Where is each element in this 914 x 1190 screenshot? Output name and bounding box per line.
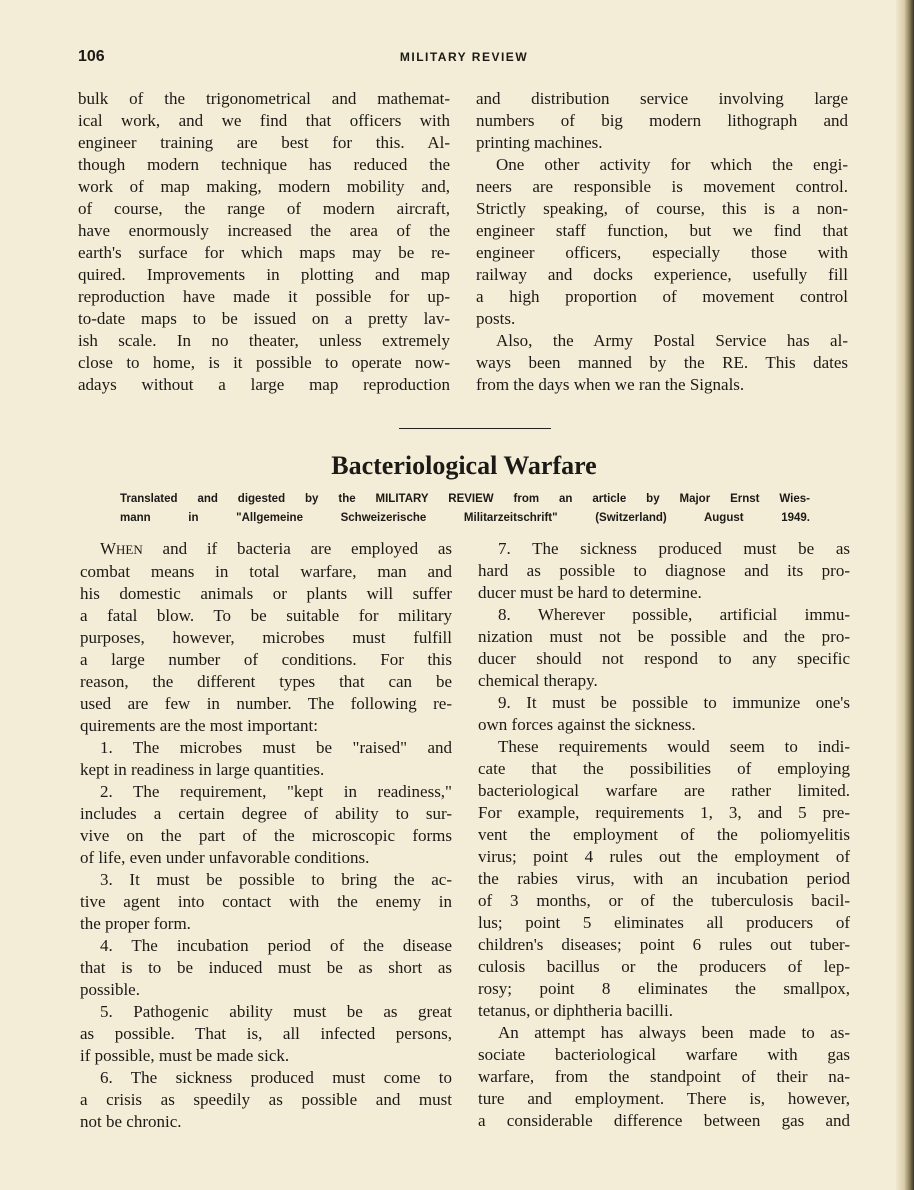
text-line: Also, the Army Postal Service has al-: [496, 331, 848, 350]
text-line: and distribution service involving large: [476, 89, 848, 108]
text-line: engineer training are best for this. Al-: [78, 133, 450, 152]
text-line: 6. The sickness produced must come to: [100, 1068, 452, 1087]
byline-line: Translated and digested by the MILITARY REVIEW from an article by Major Ernst Wies-: [120, 493, 810, 505]
byline-line: mann in "Allgemeine Schweizerische Militarzeitschrift" (Switzerland) August 1949.: [120, 512, 810, 524]
text-line: 1. The microbes must be "raised" and: [100, 738, 452, 757]
text-line: a crisis as speedily as possible and must: [80, 1090, 452, 1109]
text-line: work of map making, modern mobility and,: [78, 177, 450, 196]
text-line: These requirements would seem to indi-: [498, 737, 850, 756]
text-line: railway and docks experience, usefully fill: [476, 265, 848, 284]
text-line: combat means in total warfare, man and: [80, 562, 452, 581]
text-line: used are few in number. The following re-: [80, 694, 452, 713]
text-line: earth's surface for which maps may be re-: [78, 243, 450, 262]
text-line: 4. The incubation period of the disease: [100, 936, 452, 955]
text-line: though modern technique has reduced the: [78, 155, 450, 174]
text-line: the proper form.: [80, 914, 191, 933]
text-line: engineer officers, especially those with: [476, 243, 848, 262]
text-line: 3. It must be possible to bring the ac-: [100, 870, 452, 889]
running-head: MILITARY REVIEW: [399, 50, 529, 64]
text-line: of course, the range of modern aircraft,: [78, 199, 450, 218]
text-line: a large number of conditions. For this: [80, 650, 452, 669]
text-line: numbers of big modern lithograph and: [476, 111, 848, 130]
text-line: quirements are the most important:: [80, 716, 318, 735]
text-line: own forces against the sickness.: [478, 715, 696, 734]
text-line: kept in readiness in large quantities.: [80, 760, 325, 779]
text-line: chemical therapy.: [478, 671, 598, 690]
text-line: An attempt has always been made to as-: [498, 1023, 850, 1042]
text-line: as possible. That is, all infected persons,: [80, 1024, 452, 1043]
text-line: One other activity for which the engi-: [496, 155, 848, 174]
section-divider: [399, 428, 551, 429]
text-line: warfare, from the standpoint of their na-: [478, 1067, 850, 1086]
page-number: 106: [78, 48, 105, 65]
text-line: 5. Pathogenic ability must be as great: [100, 1002, 452, 1021]
text-line: quired. Improvements in plotting and map: [78, 265, 450, 284]
text-line: if possible, must be made sick.: [80, 1046, 290, 1065]
text-line: culosis bacillus or the producers of lep-: [478, 957, 850, 976]
text-line: rosy; point 8 eliminates the smallpox,: [478, 979, 850, 998]
text-line: vent the employment of the poliomyelitis: [478, 825, 850, 844]
text-line: ture and employment. There is, however,: [478, 1089, 850, 1108]
text-line: a fatal blow. To be suitable for military: [80, 606, 452, 625]
text-line: that is to be induced must be as short as: [80, 958, 452, 977]
text-line: reason, the different types that can be: [80, 672, 452, 691]
text-line: Strictly speaking, of course, this is a non-: [476, 199, 848, 218]
text-line: lus; point 5 eliminates all producers of: [478, 913, 850, 932]
text-line: nization must not be possible and the pro-: [478, 627, 850, 646]
text-line: tive agent into contact with the enemy in: [80, 892, 452, 911]
text-line: ways been manned by the RE. This dates: [476, 353, 848, 372]
top-right-column: [476, 88, 848, 396]
text-line: WHEN and if bacteria are employed as: [100, 539, 452, 558]
text-line: of life, even under unfavorable conditions.: [80, 848, 370, 867]
text-line: children's diseases; point 6 rules out tuber-: [478, 935, 850, 954]
text-line: hard as possible to diagnose and its pro-: [478, 561, 850, 580]
text-line: printing machines.: [476, 133, 603, 152]
text-line: 9. It must be possible to immunize one's: [498, 693, 850, 712]
text-line: cate that the possibilities of employing: [478, 759, 850, 778]
bottom-left-column: [80, 538, 452, 1133]
page-header: [78, 48, 850, 70]
bottom-right-column: [478, 538, 850, 1132]
text-line: bacteriological warfare are rather limited.: [478, 781, 850, 800]
drop-word: W: [100, 539, 117, 558]
text-line: reproduction have made it possible for up-: [78, 287, 450, 306]
article-byline: [120, 490, 810, 528]
text-line: adays without a large map reproduction: [78, 375, 450, 394]
text-line: the rabies virus, with an incubation period: [478, 869, 850, 888]
text-line: possible.: [80, 980, 140, 999]
text-line: have enormously increased the area of the: [78, 221, 450, 240]
text-line: tetanus, or diphtheria bacilli.: [478, 1001, 673, 1020]
page-edge-shadow: [896, 0, 914, 1190]
text-line: from the days when we ran the Signals.: [476, 375, 745, 394]
text-line: close to home, is it possible to operate now-: [78, 353, 450, 372]
text-line: 2. The requirement, "kept in readiness,": [100, 782, 452, 801]
text-line: sociate bacteriological warfare with gas: [478, 1045, 850, 1064]
text-line: 7. The sickness produced must be as: [498, 539, 850, 558]
drop-word-smallcaps: HEN: [116, 542, 143, 557]
text-line: bulk of the trigonometrical and mathemat-: [78, 89, 450, 108]
text-line: ducer should not respond to any specific: [478, 649, 850, 668]
text-line: vive on the part of the microscopic forms: [80, 826, 452, 845]
text-line: ducer must be hard to determine.: [478, 583, 702, 602]
article-title: Bacteriological Warfare: [331, 451, 597, 480]
text-line: ical work, and we find that officers with: [78, 111, 450, 130]
text-line: virus; point 4 rules out the employment of: [478, 847, 850, 866]
text-line: For example, requirements 1, 3, and 5 pre-: [478, 803, 850, 822]
text-line: a high proportion of movement control: [476, 287, 848, 306]
text-line: purposes, however, microbes must fulfill: [80, 628, 452, 647]
text-line: posts.: [476, 309, 516, 328]
text-line: a considerable difference between gas and: [478, 1111, 850, 1130]
text-line: his domestic animals or plants will suffer: [80, 584, 452, 603]
text-line: 8. Wherever possible, artificial immu-: [498, 605, 850, 624]
text-line: engineer staff function, but we find that: [476, 221, 848, 240]
top-left-column: [78, 88, 450, 396]
text-line: not be chronic.: [80, 1112, 182, 1131]
text-line: of 3 months, or of the tuberculosis bacil-: [478, 891, 850, 910]
text-line: includes a certain degree of ability to sur-: [80, 804, 452, 823]
text-line: to-date maps to be issued on a pretty lav-: [78, 309, 450, 328]
text-line: ish scale. In no theater, unless extremely: [78, 331, 450, 350]
text-line: neers are responsible is movement control.: [476, 177, 848, 196]
